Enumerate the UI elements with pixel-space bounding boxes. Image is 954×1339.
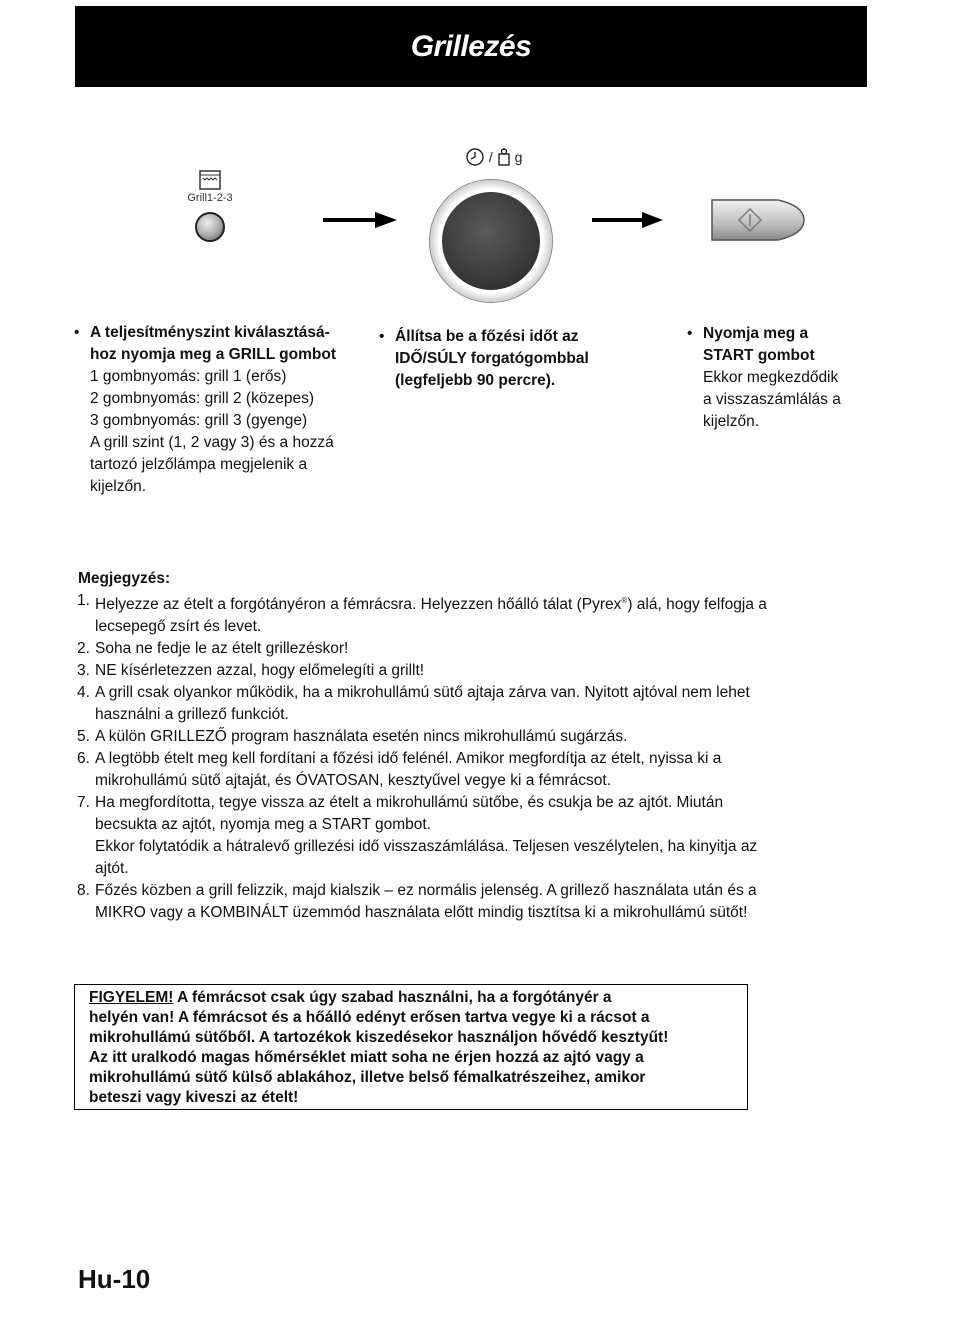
note-item bbox=[77, 682, 878, 726]
notes-section bbox=[78, 568, 878, 924]
dial-icons: / g bbox=[465, 147, 522, 167]
note-text: Ekkor folytatódik a hátralevő grillezési idő visszaszámlálása. Teljesen veszélytelen, ha kinyitja az bbox=[95, 838, 758, 856]
step-2-text: • Állítsa be a főzési időt az IDŐ/SÚLY forgatógombbal (legfeljebb 90 percre). bbox=[379, 326, 629, 392]
oven-grill-icon bbox=[199, 170, 221, 190]
note-number: 5. bbox=[77, 728, 90, 746]
step-1-line: kijelzőn. bbox=[90, 478, 146, 495]
step-3-line: kijelzőn. bbox=[703, 413, 759, 430]
note-text: Ha megfordította, tegye vissza az ételt a mikrohullámú sütőbe, és csukja be az ajtót. Miután bbox=[95, 794, 724, 812]
note-text: ) alá, hogy felfogja a bbox=[627, 596, 767, 614]
title-bar bbox=[75, 6, 867, 87]
step-2-line: IDŐ/SÚLY forgatógombbal bbox=[395, 350, 589, 367]
step-2-line: Állítsa be a főzési időt az bbox=[395, 328, 579, 345]
warning-text: mikrohullámú sütő külső ablakához, illetve belső fémalkatrészeihez, amikor bbox=[89, 1069, 646, 1086]
grill-button[interactable] bbox=[195, 212, 225, 242]
note-text: A külön GRILLEZŐ program használata esetén nincs mikrohullámú sugárzás. bbox=[95, 728, 628, 746]
note-text: becsukta az ajtót, nyomja meg a START gombot. bbox=[95, 816, 431, 834]
note-number: 3. bbox=[77, 662, 90, 680]
warning-text: beteszi vagy kiveszi az ételt! bbox=[89, 1089, 299, 1106]
step-1-line: A grill szint (1, 2 vagy 3) és a hozzá bbox=[90, 434, 334, 451]
start-button[interactable] bbox=[708, 196, 806, 244]
page-title: Grillezés bbox=[410, 29, 532, 63]
step-3-heading-line-1: Nyomja meg a bbox=[703, 325, 809, 342]
step-1-heading-line-1: A teljesítményszint kiválasztásá- bbox=[90, 324, 330, 341]
note-text: MIKRO vagy a KOMBINÁLT üzemmód használata előtt mindig tisztítsa ki a mikrohullámú sütőt! bbox=[95, 904, 748, 922]
note-number: 8. bbox=[77, 882, 90, 900]
note-number: 6. bbox=[77, 750, 90, 768]
warning-text: helyén van! A fémrácsot és a hőálló edényt erősen tartva vegye ki a rácsot a bbox=[89, 1009, 650, 1026]
note-text: Helyezze az ételt a forgótányéron a fémrácsra. Helyezzen hőálló tálat (Pyrex bbox=[95, 596, 622, 614]
warning-text: mikrohullámú sütőből. A tartozékok kiszedésekor használjon hővédő kesztyűt! bbox=[89, 1029, 669, 1046]
grill-button-label: Grill1-2-3 bbox=[187, 192, 233, 204]
step-3-line: Ekkor megkezdődik bbox=[703, 369, 839, 386]
note-item bbox=[77, 660, 878, 682]
notes-title: Megjegyzés: bbox=[78, 570, 171, 587]
note-text: használni a grillező funkciót. bbox=[95, 706, 289, 724]
note-text: Főzés közben a grill felizzik, majd kialszik – ez normális jelenség. A grillező használata után és a bbox=[95, 882, 757, 900]
note-number: 7. bbox=[77, 794, 90, 812]
step-2-line: (legfeljebb 90 percre). bbox=[395, 372, 556, 389]
note-number: 1. bbox=[77, 592, 90, 609]
step-1-line: 1 gombnyomás: grill 1 (erős) bbox=[90, 368, 287, 385]
note-item bbox=[77, 590, 878, 638]
page-number: Hu-10 bbox=[78, 1264, 151, 1294]
notes-list bbox=[78, 590, 878, 924]
warning-text: Az itt uralkodó magas hőmérséklet miatt soha ne érjen hozzá az ajtó vagy a bbox=[89, 1049, 644, 1066]
note-number: 2. bbox=[77, 640, 90, 658]
step-3-text: • Nyomja meg a START gombot Ekkor megkezdődik a visszaszámlálás a kijelzőn. bbox=[687, 323, 877, 433]
note-text: lecsepegő zsírt és levet. bbox=[95, 618, 262, 636]
arrow-right-icon bbox=[323, 210, 398, 230]
note-item bbox=[77, 748, 878, 792]
clock-icon bbox=[465, 147, 485, 167]
step-1-text: • A teljesítményszint kiválasztásá- hoz nyomja meg a GRILL gombot 1 gombnyomás: grill 1 (erős) 2 gombnyomás: grill 2 (közepes) 3 gombnyomás: grill 3 (gyenge) A grill szint (1, 2 vagy 3) és a hozzá tartozó jelzőlámpa megjelenik a kijelzőn. bbox=[74, 322, 374, 498]
note-text: A grill csak olyankor működik, ha a mikrohullámú sütő ajtaja zárva van. Nyitott ajtóval nem lehet bbox=[95, 684, 750, 702]
time-weight-dial[interactable] bbox=[430, 180, 552, 302]
warning-label: FIGYELEM! bbox=[89, 989, 174, 1006]
weight-icon bbox=[497, 148, 511, 166]
arrow-right-icon bbox=[592, 210, 664, 230]
registered-mark: ® bbox=[621, 596, 628, 605]
note-text: Soha ne fedje le az ételt grillezéskor! bbox=[95, 640, 349, 658]
note-text: A legtöbb ételt meg kell fordítani a főzési idő felénél. Amikor megfordítja az ételt, nyissa ki a bbox=[95, 750, 722, 768]
step-1-line: 2 gombnyomás: grill 2 (közepes) bbox=[90, 390, 314, 407]
warning-text: A fémrácsot csak úgy szabad használni, ha a forgótányér a bbox=[173, 989, 612, 1006]
note-text: NE kísérletezzen azzal, hogy előmelegíti a grillt! bbox=[95, 662, 425, 680]
step-3-heading-line-2: START gombot bbox=[703, 347, 815, 364]
note-item bbox=[77, 726, 878, 748]
grill-button-group bbox=[180, 170, 240, 242]
warning-box bbox=[74, 984, 748, 1110]
step-1-line: 3 gombnyomás: grill 3 (gyenge) bbox=[90, 412, 308, 429]
note-text: mikrohullámú sütő ajtaját, és ÓVATOSAN, kesztyűvel vegye ki a fémrácsot. bbox=[95, 772, 612, 790]
step-1-line: tartozó jelzőlámpa megjelenik a bbox=[90, 456, 308, 473]
weight-unit: g bbox=[514, 149, 523, 165]
step-1-heading-line-2: hoz nyomja meg a GRILL gombot bbox=[90, 346, 337, 363]
step-3-line: a visszaszámlálás a bbox=[703, 391, 841, 408]
note-text: ajtót. bbox=[95, 860, 129, 878]
dial-knob bbox=[442, 192, 540, 290]
note-number: 4. bbox=[77, 684, 90, 702]
note-item bbox=[77, 792, 878, 880]
note-item bbox=[77, 638, 878, 660]
note-item bbox=[77, 880, 878, 924]
